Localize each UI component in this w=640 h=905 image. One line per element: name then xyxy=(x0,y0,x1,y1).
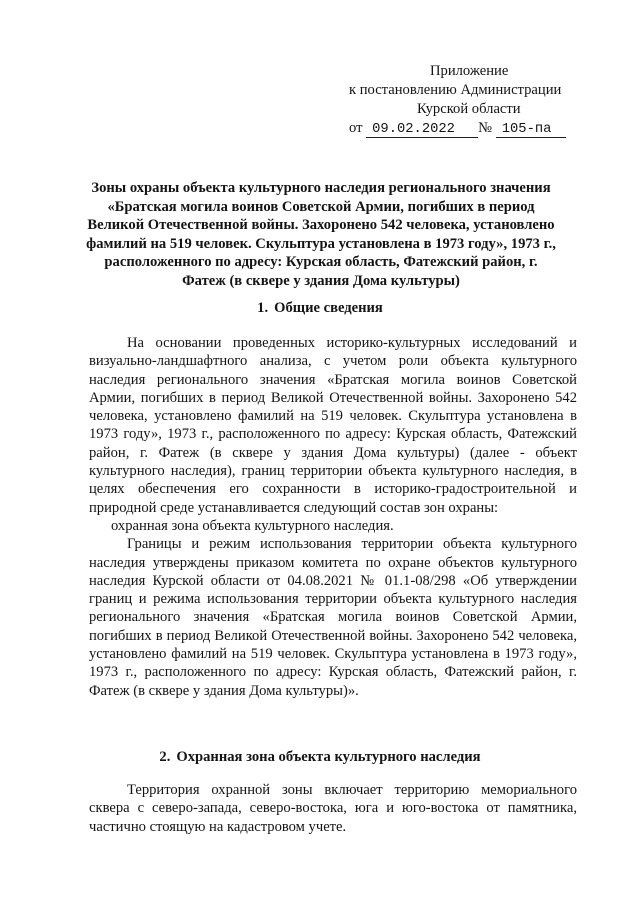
resolution-date: 09.02.2022 xyxy=(366,122,478,138)
section-1-body xyxy=(89,334,577,700)
section-2-body xyxy=(89,781,577,836)
section-2-heading xyxy=(0,748,640,767)
appendix-date-line xyxy=(340,119,580,138)
appendix-title: Приложение xyxy=(430,63,509,79)
section-1-number: 1. xyxy=(257,300,269,316)
section-1-title: Общие сведения xyxy=(274,300,383,316)
paragraph: Территория охранной зоны включает территорию мемориального сквера с северо-запада, северо-востока, юга и юго-востока от памятника, частично стоящую на кадастровом учете. xyxy=(89,782,577,835)
appendix-resolution-line: к постановлению Администрации xyxy=(349,82,562,98)
from-label: от xyxy=(349,120,363,136)
paragraph: охранная зона объекта культурного наследия. xyxy=(111,517,394,534)
appendix-region-line: Курской области xyxy=(417,101,521,117)
document-title: Зоны охраны объекта культурного наследия регионального значения «Братская могила воинов Советской Армии, погибших в период Великой Отечественной войны. Захоронено 542 человека, установлено фамилий на 519 человек. Скульптура установлена в 1973 году», 1973 г., расположенного по адресу: Курская область, Фатежский район, г. Фатеж (в сквере у здания Дома культуры) xyxy=(86,180,556,289)
resolution-number: 105-па xyxy=(496,122,566,138)
paragraph: На основании проведенных историко-культурных исследований и визуально-ландшафтного анализа, с учетом роли объекта культурного наследия регионального значения «Братская могила воинов Советской Армии, погибших в период Великой Отечественной войны. Захоронено 542 человека, установлено фамилий на 519 человек. Скульптура установлена в 1973 году», 1973 г., расположенного по адресу: Курская область, Фатежский район, г. Фатеж (в сквере у здания Дома культуры) (далее - объект культурного наследия), границ территории объекта культурного наследия, в целях обеспечения его сохранности в историко-градостроительной и природной среде устанавливается следующий состав зон охраны: xyxy=(89,335,577,516)
appendix-header xyxy=(340,62,580,138)
number-label: № xyxy=(478,120,493,136)
section-2-number: 2. xyxy=(159,749,171,765)
section-1-heading xyxy=(0,299,640,318)
paragraph: Границы и режим использования территории объекта культурного наследия утверждены приказом комитета по охране объектов культурного наследия Курской области от 04.08.2021 № 01.1-08/298 «Об утверждении границ и режима использования территории объекта культурного наследия регионального значения «Братская могила воинов Советской Армии, погибших в период Великой Отечественной войны. Захоронено 542 человека, установлено фамилий на 519 человек. Скульптура установлена в 1973 году», 1973 г., расположенного по адресу: Курская область, Фатежский район, г. Фатеж (в сквере у здания Дома культуры)». xyxy=(89,536,577,699)
section-2-title: Охранная зона объекта культурного наследия xyxy=(176,749,481,765)
